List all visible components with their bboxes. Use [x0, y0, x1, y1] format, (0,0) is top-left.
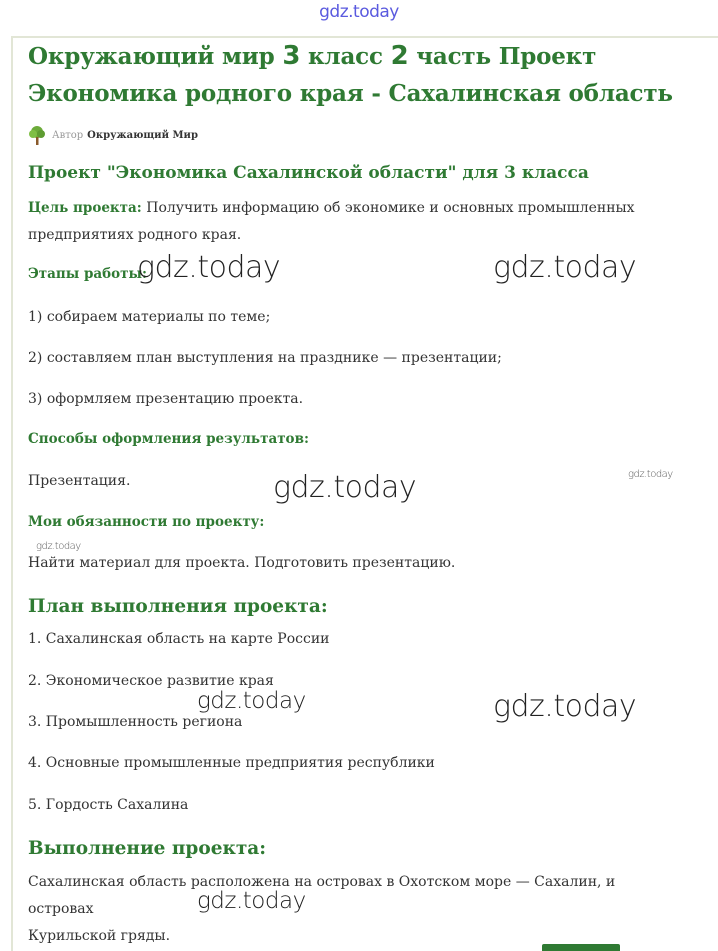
plan-item: 5. Гордость Сахалина: [28, 797, 189, 813]
goal-paragraph: [28, 195, 678, 249]
author-prefix: Автор: [52, 129, 84, 141]
execution-text-line2: Курильской гряды.: [28, 928, 171, 944]
site-logo[interactable]: gdz.today: [319, 2, 399, 22]
execution-text: [28, 869, 678, 950]
title-part2: класс: [300, 43, 391, 70]
stage-item: 2) составляем план выступления на празднике — презентации;: [28, 350, 502, 366]
title-part3: часть Проект: [408, 43, 597, 70]
goal-text-2: предприятиях родного края.: [28, 227, 242, 243]
watermark: gdz.today: [36, 541, 81, 552]
watermark: gdz.today: [137, 250, 281, 285]
stages-label: Этапы работы:: [28, 266, 148, 282]
tree-icon: [28, 125, 46, 145]
methods-text: Презентация.: [28, 473, 131, 489]
watermark: gdz.today: [493, 250, 637, 285]
author-line: [28, 124, 198, 146]
duties-label: Мои обязанности по проекту:: [28, 514, 265, 530]
watermark: gdz.today: [197, 688, 306, 714]
duties-label-line: [28, 509, 678, 536]
title-part1: Окружающий мир: [28, 43, 283, 70]
plan-item: 3. Промышленность региона: [28, 714, 243, 730]
bottom-toolbar: [0, 943, 718, 951]
duties-text: Найти материал для проекта. Подготовить презентацию.: [28, 555, 456, 571]
title-line2: Экономика родного края - Сахалинская область: [28, 80, 673, 107]
plan-item: 4. Основные промышленные предприятия республики: [28, 755, 435, 771]
plan-item: 2. Экономическое развитие края: [28, 673, 274, 689]
page-title: [28, 38, 708, 112]
stage-item: 3) оформляем презентацию проекта.: [28, 391, 304, 407]
execution-text-line1: Сахалинская область расположена на островах в Охотском море — Сахалин, и островах: [28, 874, 616, 917]
watermark: gdz.today: [493, 689, 637, 724]
watermark: gdz.today: [273, 470, 417, 505]
methods-label-line: [28, 426, 678, 453]
watermark: gdz.today: [628, 469, 673, 480]
title-num1: 3: [282, 41, 301, 71]
plan-heading: План выполнения проекта:: [28, 596, 328, 617]
goal-text: Получить информацию об экономике и основных промышленных: [141, 200, 635, 216]
goal-label: Цель проекта:: [28, 200, 142, 216]
stage-item: 1) собираем материалы по теме;: [28, 309, 271, 325]
execution-heading: Выполнение проекта:: [28, 838, 267, 859]
watermark: gdz.today: [197, 888, 306, 914]
methods-label: Способы оформления результатов:: [28, 431, 309, 447]
bottom-button[interactable]: [542, 944, 620, 951]
project-heading: Проект "Экономика Сахалинской области" для 3 класса: [28, 163, 589, 183]
title-num2: 2: [390, 41, 409, 71]
author-name[interactable]: Окружающий Мир: [87, 129, 198, 141]
plan-item: 1. Сахалинская область на карте России: [28, 631, 330, 647]
